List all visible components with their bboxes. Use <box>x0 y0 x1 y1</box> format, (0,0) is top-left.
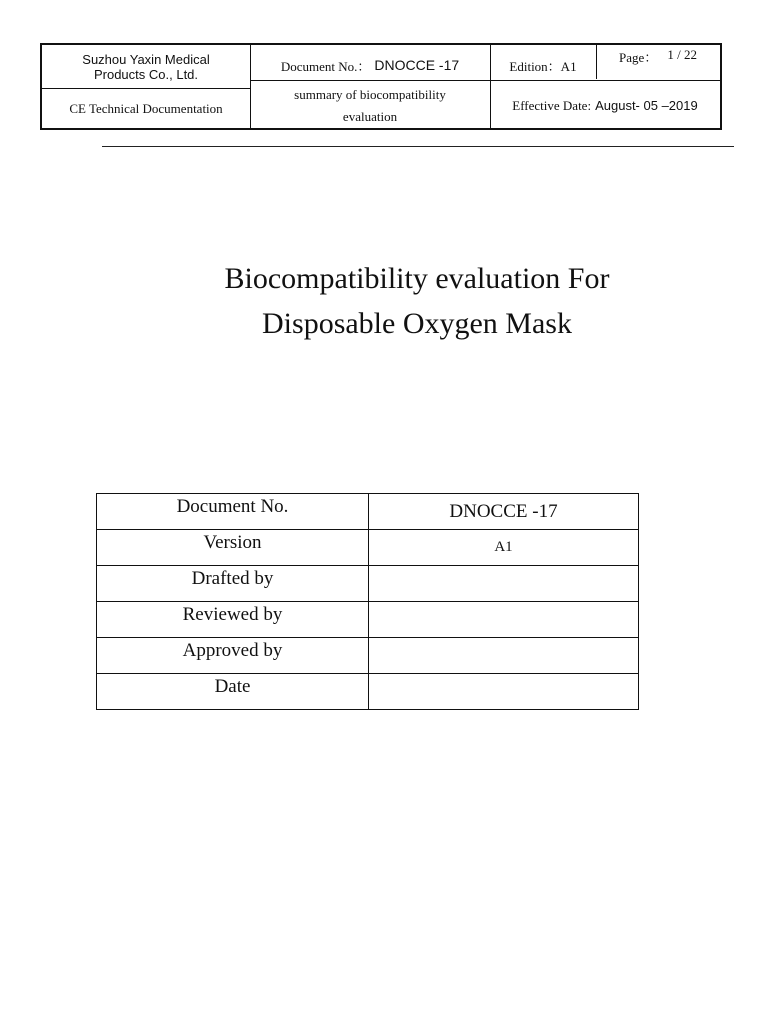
summary-line1: summary of biocompatibility <box>294 86 446 102</box>
header-divider <box>42 88 250 89</box>
page-label: Page： <box>619 50 658 65</box>
row-label: Drafted by <box>97 566 369 602</box>
document-number-cell <box>250 45 490 81</box>
page-number-cell <box>596 45 720 81</box>
header-divider <box>250 80 720 81</box>
row-label: Reviewed by <box>97 602 369 638</box>
title-line2: Disposable Oxygen Mask <box>262 307 572 340</box>
table-row <box>97 602 639 638</box>
header-divider <box>490 45 491 128</box>
effective-date-value: August- 05 –2019 <box>595 98 698 113</box>
page-number: 1 / 22 <box>667 47 697 62</box>
document-header <box>40 43 722 130</box>
header-divider <box>596 45 597 79</box>
title-line1: Biocompatibility evaluation For <box>224 262 610 295</box>
table-row <box>97 530 639 566</box>
edition: Edition：A1 <box>509 58 577 74</box>
document-info-table <box>96 493 639 710</box>
document-title <box>100 256 734 346</box>
effective-date-label: Effective Date: <box>512 97 592 113</box>
company-name <box>42 45 250 88</box>
row-label: Date <box>97 674 369 710</box>
row-value <box>369 638 639 674</box>
row-value <box>369 566 639 602</box>
company-name-line2: Products Co., Ltd. <box>93 66 199 82</box>
company-name-line1: Suzhou Yaxin Medical <box>82 51 210 67</box>
table-row <box>97 566 639 602</box>
document-number-value: DNOCCE -17 <box>374 57 460 73</box>
row-value: DNOCCE -17 <box>369 494 639 530</box>
document-summary <box>250 81 490 130</box>
row-value <box>369 674 639 710</box>
table-row <box>97 494 639 530</box>
ce-technical-documentation: CE Technical Documentation <box>69 101 223 116</box>
header-divider <box>250 45 251 128</box>
row-label: Document No. <box>97 494 369 530</box>
row-value <box>369 602 639 638</box>
document-number-label: Document No.： <box>280 58 371 74</box>
table-row <box>97 638 639 674</box>
summary-line2: evaluation <box>342 108 398 124</box>
row-label: Approved by <box>97 638 369 674</box>
row-label: Version <box>97 530 369 566</box>
effective-date-cell <box>490 81 720 130</box>
row-value: A1 <box>369 530 639 566</box>
header-separator-line <box>102 146 734 147</box>
table-row <box>97 674 639 710</box>
